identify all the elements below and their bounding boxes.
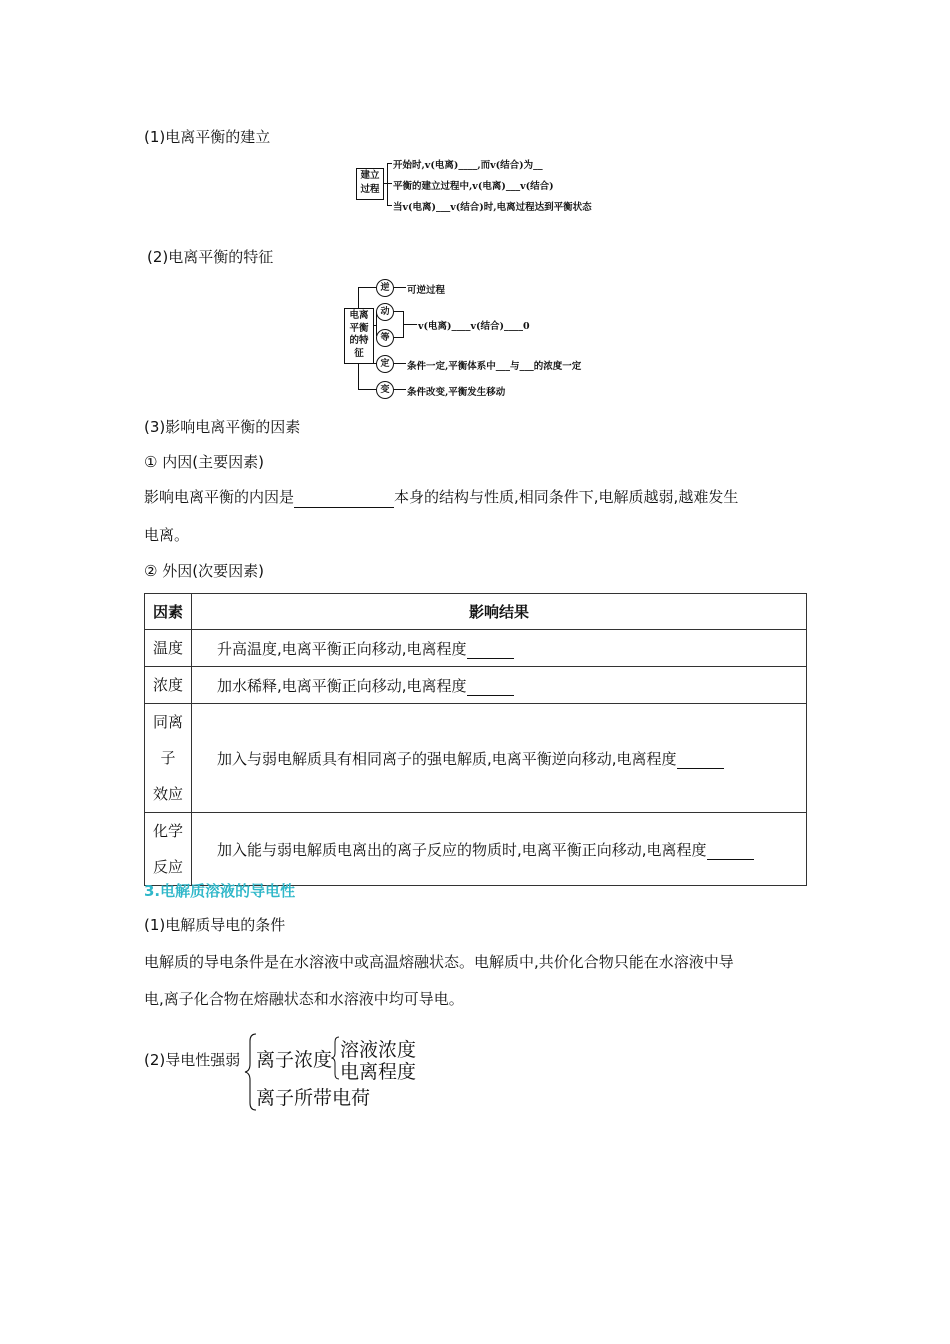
circle-bian: 变 — [376, 381, 394, 399]
table-row — [145, 704, 807, 813]
diagram-box-label-2: 过程 — [360, 184, 380, 195]
feature-constant: 条件一定,平衡体系中___与___的浓度一定 — [407, 361, 582, 372]
section-3-title: (3)影响电离平衡的因素 — [144, 418, 301, 436]
inner-text-c: 电离。 — [144, 526, 190, 544]
result-text: 加水稀释,电离平衡正向移动,电离程度 — [217, 676, 467, 695]
diagram-line-3: 当v(电离)___v(结合)时,电离过程达到平衡状态 — [393, 202, 592, 213]
factor-line: 同离 — [152, 713, 183, 731]
header-result: 影响结果 — [192, 594, 807, 630]
branch-2 — [387, 183, 392, 184]
conductivity-strength-title: (2)导电性强弱 — [144, 1051, 241, 1069]
inner-factor-text — [144, 487, 738, 508]
factor-cell — [145, 813, 192, 886]
result-text: 加入能与弱电解质电离出的离子反应的物质时,电离平衡正向移动,电离程度 — [217, 840, 707, 859]
answer-blank — [707, 841, 754, 860]
outer-factor-title: ② 外因(次要因素) — [144, 562, 264, 580]
circle-dong: 动 — [376, 303, 394, 321]
conductivity-para-line-1: 电解质的导电条件是在水溶液中或高温熔融状态。电解质中,共价化合物只能在水溶液中导 — [144, 953, 734, 971]
section-1-title: (1)电离平衡的建立 — [144, 128, 271, 146]
h-c1 — [394, 287, 406, 288]
result-cell — [192, 704, 807, 813]
factor-line: 化学 — [152, 822, 183, 840]
features-box — [344, 308, 374, 364]
vline-top — [358, 287, 359, 308]
factor-cell: 温度 — [145, 630, 192, 667]
features-box-line-2: 平衡 — [349, 322, 369, 334]
circle-ni: 逆 — [376, 279, 394, 297]
result-cell — [192, 667, 807, 704]
section-heading-conductivity: 3.电解质溶液的导电性 — [144, 882, 296, 900]
result-text: 升高温度,电离平衡正向移动,电离程度 — [217, 639, 467, 658]
feature-rates: v(电离)____v(结合)____0 — [418, 321, 530, 332]
factors-table — [144, 593, 807, 886]
circle-deng: 等 — [376, 329, 394, 347]
ion-charge: 离子所带电荷 — [256, 1087, 371, 1109]
inner-text-b: 本身的结构与性质,相同条件下,电解质越弱,越难发生 — [394, 488, 739, 506]
diagram-box-label-1: 建立 — [360, 170, 380, 181]
answer-blank — [677, 750, 724, 769]
h-to-c1 — [358, 287, 376, 288]
h-c5 — [394, 389, 406, 390]
vline-bottom — [358, 363, 359, 390]
circle-ding: 定 — [376, 355, 394, 373]
ion-concentration: 离子浓度 — [256, 1049, 333, 1071]
features-box-line-4: 征 — [354, 347, 364, 359]
answer-blank — [467, 640, 514, 659]
table-row — [145, 667, 807, 704]
answer-blank — [467, 677, 514, 696]
branch-3 — [387, 205, 392, 206]
table-row — [145, 813, 807, 886]
diagram-line-1: 开始时,v(电离)____,而v(结合)为__ — [393, 160, 543, 171]
feature-shift: 条件改变,平衡发生移动 — [407, 387, 506, 398]
table-row — [145, 630, 807, 667]
factor-cell — [145, 704, 192, 813]
bracket-line — [387, 163, 388, 205]
section-2-title: (2)电离平衡的特征 — [147, 248, 274, 266]
h-c2c3 — [403, 324, 417, 325]
table-header-row — [145, 594, 807, 630]
inner-text-a: 影响电离平衡的内因是 — [144, 488, 295, 506]
diagram-box — [356, 168, 384, 200]
branch-1 — [387, 163, 392, 164]
factor-line: 反应 — [152, 858, 183, 876]
conductivity-para-line-2: 电,离子化合物在熔融状态和水溶液中均可导电。 — [144, 990, 464, 1008]
result-text: 加入与弱电解质具有相同离子的强电解质,电离平衡逆向移动,电离程度 — [217, 749, 677, 768]
result-cell — [192, 813, 807, 886]
factor-line: 效应 — [152, 785, 183, 803]
header-factor: 因素 — [145, 594, 192, 630]
h-c4 — [394, 363, 406, 364]
diagram-line-2: 平衡的建立过程中,v(电离)___v(结合) — [393, 181, 554, 192]
inner-factor-title: ① 内因(主要因素) — [144, 453, 264, 471]
features-box-line-3: 的特 — [349, 335, 369, 346]
ionization-degree: 电离程度 — [340, 1061, 417, 1083]
feature-reversible: 可逆过程 — [407, 285, 446, 296]
answer-blank — [294, 487, 394, 508]
factor-cell: 浓度 — [145, 667, 192, 704]
result-cell — [192, 630, 807, 667]
solution-concentration: 溶液浓度 — [340, 1039, 417, 1061]
features-box-line-1: 电离 — [349, 310, 369, 321]
conductivity-condition-title: (1)电解质导电的条件 — [144, 916, 286, 934]
h-to-c5 — [358, 389, 376, 390]
factor-line: 子 — [160, 749, 176, 767]
